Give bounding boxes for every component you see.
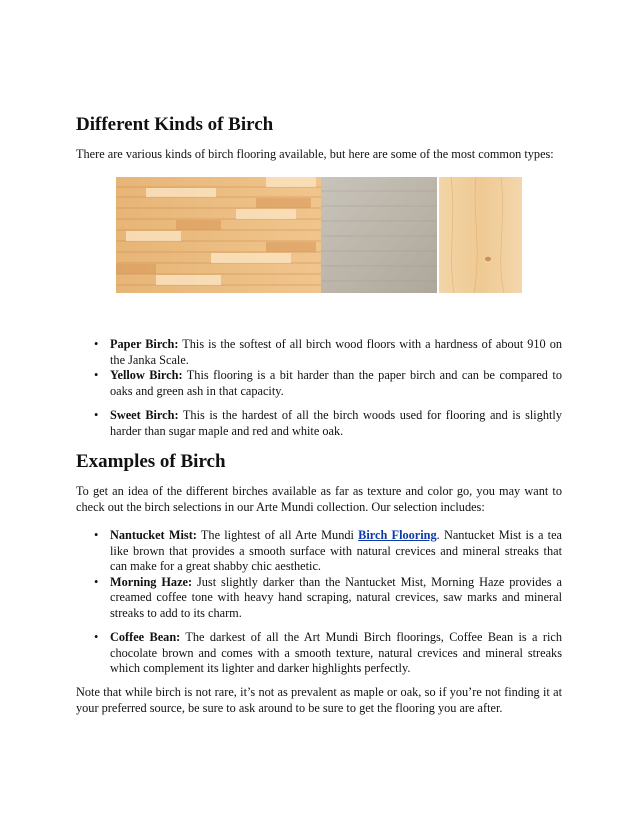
birch-flooring-link[interactable]: Birch Flooring — [358, 528, 437, 542]
birch-types-list — [76, 337, 562, 439]
desc-paper-birch: This is the softest of all birch wood floors with a hardness of about 910 on the Janka Scale. — [110, 337, 563, 367]
term-sweet-birch: Sweet Birch: — [110, 408, 179, 422]
intro-paragraph-examples: To get an idea of the different birches available as far as texture and color go, you may want to check out the birch selections in our Arte Mundi collection. Our selection includes: — [76, 484, 562, 514]
natural-birch-swatch — [439, 177, 522, 293]
arte-mundi-collection-list — [76, 528, 562, 677]
bullet: • — [94, 368, 99, 382]
desc-yellow-birch: This flooring is a bit harder than the paper birch and can be compared to oaks and green ash in that capacity. — [110, 368, 562, 398]
list-item-yellow-birch — [76, 368, 562, 399]
desc-coffee-bean: The darkest of all the Art Mundi Birch floorings, Coffee Bean is a rich chocolate brown and comes with a smooth texture, natural crevices and mineral streaks which complement its lighter and darker highlights perfectly. — [110, 630, 562, 675]
list-item-sweet-birch — [76, 408, 562, 439]
list-item-coffee-bean — [76, 630, 562, 677]
bullet: • — [94, 408, 99, 422]
desc-morning-haze: Just slightly darker than the Nantucket Mist, Morning Haze provides a creamed coffee tone with heavy hand scraping, natural crevices, saw marks and mineral streaks to add to its charm. — [110, 574, 562, 620]
term-yellow-birch: Yellow Birch: — [110, 368, 183, 382]
term-paper-birch: Paper Birch: — [110, 337, 179, 351]
term-nantucket-mist: Nantucket Mist: — [110, 528, 197, 542]
list-item-paper-birch — [76, 337, 562, 368]
intro-paragraph-kinds: There are various kinds of birch flooring available, but here are some of the most common types: — [76, 147, 554, 161]
bullet: • — [94, 528, 99, 542]
section-heading-examples: Examples of Birch — [76, 451, 226, 472]
term-morning-haze: Morning Haze: — [110, 574, 193, 589]
desc-nantucket-mist-end: . Nantucket Mist is a tea like brown that provides a smooth surface with natural crevices and mineral streaks that can make for a great shabby chic aesthetic. — [110, 528, 562, 573]
bullet: • — [94, 337, 99, 351]
section-heading-kinds: Different Kinds of Birch — [76, 114, 274, 135]
term-coffee-bean: Coffee Bean: — [110, 630, 181, 644]
desc-sweet-birch: This is the hardest of all the birch woods used for flooring and is slightly harder than sugar maple and red and white oak. — [110, 408, 562, 438]
list-item-morning-haze — [76, 575, 562, 622]
bullet: • — [94, 630, 99, 644]
list-item-nantucket-mist — [76, 528, 562, 575]
birch-flooring-samples-image — [116, 177, 522, 293]
birch-samples-svg — [116, 177, 522, 293]
grey-birch-swatch — [321, 177, 437, 293]
closing-note-paragraph: Note that while birch is not rare, it’s not as prevalent as maple or oak, so if you’re not finding it at your preferred source, be sure to ask around to be sure to get the flooring you are after. — [76, 685, 562, 715]
bullet: • — [94, 574, 99, 589]
desc-nantucket-mist-start: The lightest of all Arte Mundi — [196, 528, 359, 542]
